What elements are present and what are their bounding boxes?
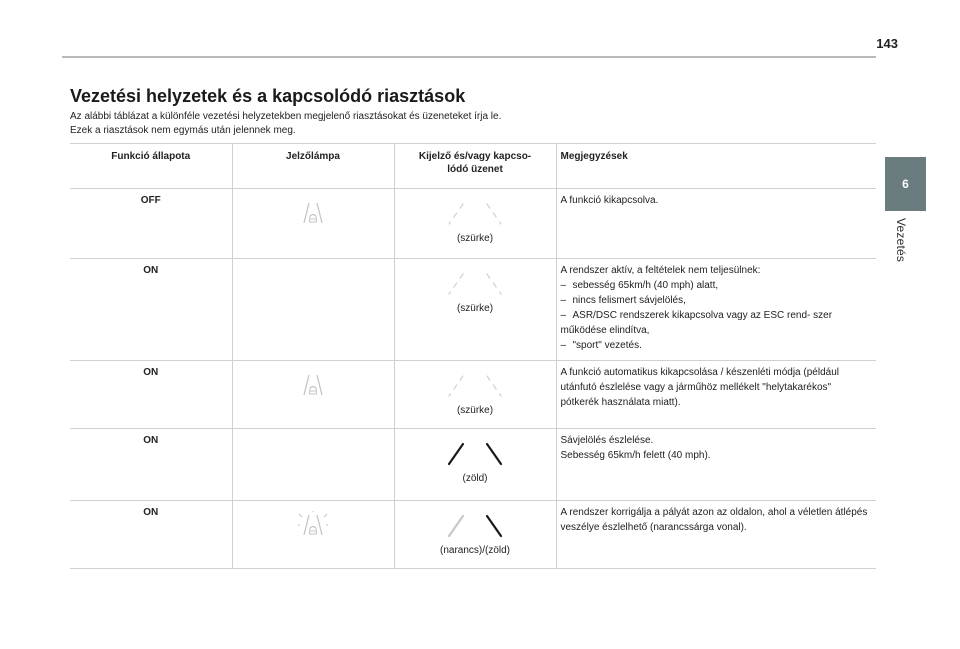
column-header-display-line1: Kijelző és/vagy kapcso- bbox=[418, 151, 532, 162]
cell-state: ON bbox=[70, 259, 232, 361]
cell-lamp bbox=[232, 259, 394, 361]
table-row bbox=[70, 259, 876, 361]
note-line: A funkció kikapcsolva. bbox=[560, 195, 659, 206]
top-rule bbox=[62, 56, 876, 58]
note-item-text: sebesség 65km/h (40 mph) alatt, bbox=[572, 280, 719, 291]
right-lane-line bbox=[487, 376, 501, 396]
note-line: A funkció automatikus kikapcsolása / készenléti módja (például utánfutó észlelése vagy a járműhöz mellékelt "helytakarékos" pótkerék használata miatt). bbox=[560, 367, 839, 408]
intro-line: Az alábbi táblázat a különféle vezetési helyzetekben megjelenő riasztásokat és üzeneteket írja le. bbox=[70, 111, 502, 122]
alerts-table bbox=[70, 143, 876, 569]
display-caption: (narancs)/(zöld) bbox=[439, 545, 511, 556]
table-row bbox=[70, 429, 876, 501]
dash-bullet: – bbox=[560, 340, 567, 351]
display-caption: (szürke) bbox=[456, 233, 494, 244]
chapter-label: Vezetés bbox=[894, 218, 908, 263]
cell-state: OFF bbox=[70, 189, 232, 259]
table-header-row bbox=[70, 144, 876, 189]
lane-keep-lamp-grey-icon bbox=[298, 199, 328, 227]
note-list-item bbox=[561, 338, 871, 353]
cell-state: ON bbox=[70, 361, 232, 429]
dash-bullet: – bbox=[560, 280, 567, 291]
cell-display bbox=[394, 501, 556, 569]
cell-notes bbox=[556, 501, 876, 569]
column-header-state: Funkció állapota bbox=[70, 144, 232, 189]
cell-display bbox=[394, 429, 556, 501]
cell-state: ON bbox=[70, 429, 232, 501]
table-row bbox=[70, 189, 876, 259]
column-header-display-line2: lódó üzenet bbox=[447, 164, 503, 175]
section-title: Vezetési helyzetek és a kapcsolódó riasztások bbox=[70, 86, 466, 106]
note-list-item bbox=[561, 278, 871, 293]
left-lane-line bbox=[449, 204, 463, 224]
cell-lamp bbox=[232, 361, 394, 429]
cell-notes bbox=[556, 189, 876, 259]
cell-display bbox=[394, 361, 556, 429]
page-number: 143 bbox=[876, 36, 898, 51]
column-header-lamp: Jelzőlámpa bbox=[232, 144, 394, 189]
note-line: A rendszer aktív, a feltételek nem teljesülnek: bbox=[560, 265, 761, 276]
section-intro bbox=[70, 110, 501, 138]
note-list-item bbox=[561, 308, 871, 338]
note-item-text: ASR/DSC rendszerek kikapcsolva vagy az ESC rend- szer működése elindítva, bbox=[560, 310, 833, 336]
lane-keep-lamp-grey-icon bbox=[298, 371, 328, 399]
cell-display bbox=[394, 259, 556, 361]
table-row bbox=[70, 361, 876, 429]
cell-notes bbox=[556, 259, 876, 361]
left-lane-line bbox=[449, 444, 463, 464]
lane-keep-lamp-active-icon bbox=[298, 511, 328, 539]
note-item-text: nincs felismert sávjelölés, bbox=[572, 295, 686, 306]
chapter-tab[interactable]: 6 bbox=[885, 157, 926, 211]
cell-lamp bbox=[232, 429, 394, 501]
note-line: A rendszer korrigálja a pályát azon az oldalon, ahol a véletlen átlépés veszélye észlelhető (narancssárga vonal). bbox=[560, 507, 868, 533]
cell-display bbox=[394, 189, 556, 259]
note-line: Sávjelölés észlelése. bbox=[560, 435, 654, 446]
column-header-notes: Megjegyzések bbox=[556, 144, 876, 189]
lane-markings-icon bbox=[443, 373, 507, 399]
note-item-text: "sport" vezetés. bbox=[572, 340, 642, 351]
lane-markings-icon bbox=[443, 271, 507, 297]
left-lane-line bbox=[449, 516, 463, 536]
lane-markings-icon bbox=[443, 441, 507, 467]
left-lane-line bbox=[449, 274, 463, 294]
display-caption: (szürke) bbox=[456, 405, 494, 416]
left-lane-line bbox=[449, 376, 463, 396]
dash-bullet: – bbox=[560, 310, 567, 321]
lane-markings-icon bbox=[443, 513, 507, 539]
lane-markings-icon bbox=[443, 201, 507, 227]
note-list-item bbox=[561, 293, 871, 308]
note-line: Sebesség 65km/h felett (40 mph). bbox=[560, 450, 711, 461]
cell-notes bbox=[556, 361, 876, 429]
cell-lamp bbox=[232, 189, 394, 259]
cell-lamp bbox=[232, 501, 394, 569]
right-lane-line bbox=[487, 274, 501, 294]
column-header-display bbox=[394, 144, 556, 189]
right-lane-line bbox=[487, 204, 501, 224]
display-caption: (zöld) bbox=[462, 473, 488, 484]
intro-line: Ezek a riasztások nem egymás után jelennek meg. bbox=[70, 125, 296, 136]
cell-state: ON bbox=[70, 501, 232, 569]
display-caption: (szürke) bbox=[456, 303, 494, 314]
cell-notes bbox=[556, 429, 876, 501]
dash-bullet: – bbox=[560, 295, 567, 306]
right-lane-line bbox=[487, 516, 501, 536]
table-row bbox=[70, 501, 876, 569]
right-lane-line bbox=[487, 444, 501, 464]
